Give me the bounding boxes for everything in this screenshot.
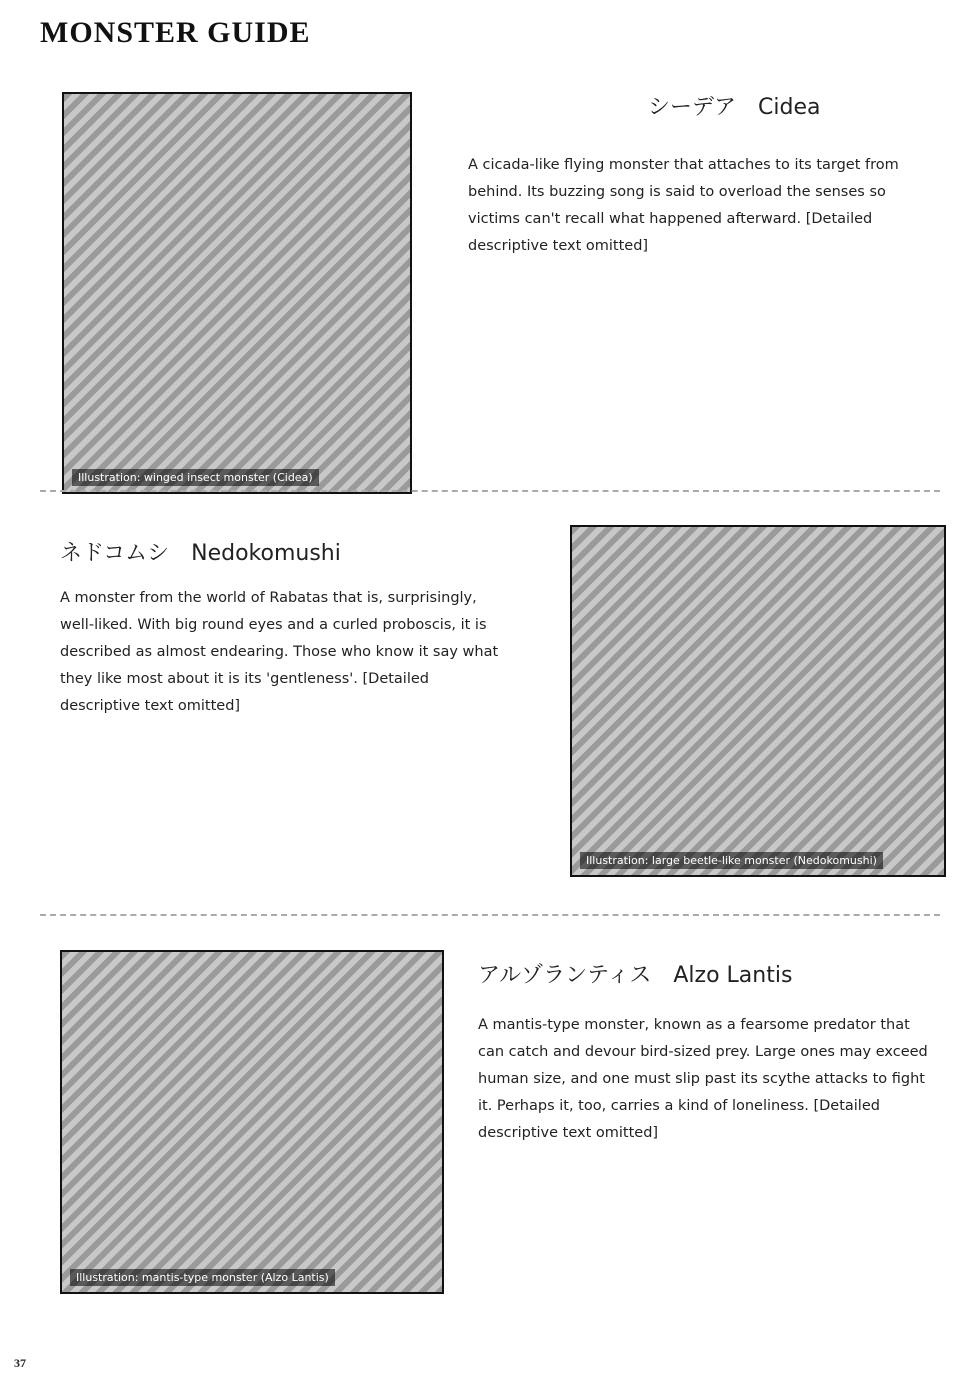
entry-illustration-nedokomushi: Illustration: large beetle-like monster (Nedokomushi) bbox=[570, 525, 946, 877]
entry-title-nedokomushi: ネドコムシ Nedokomushi bbox=[60, 541, 341, 566]
section-divider bbox=[40, 490, 940, 492]
entry-body-nedokomushi: A monster from the world of Rabatas that is, surprisingly, well-liked. With big round eyes and a curled proboscis, it is described as almost endearing. Those who know it say what they like most about it is its 'gentleness'. [Detailed descriptive text omitted] bbox=[60, 590, 499, 714]
page-number: 37 bbox=[14, 1356, 26, 1370]
entry-title-cidea: シーデア Cidea bbox=[648, 95, 821, 120]
entry-illustration-alzo-lantis: Illustration: mantis-type monster (Alzo Lantis) bbox=[60, 950, 444, 1294]
entry-title-alzo-lantis: アルゾランティス Alzo Lantis bbox=[478, 963, 793, 988]
entry-body-cidea: A cicada-like flying monster that attaches to its target from behind. Its buzzing song is said to overload the senses so victims can't recall what happened afterward. [Detailed descriptive text omitted] bbox=[468, 157, 899, 254]
entry-illustration-cidea: Illustration: winged insect monster (Cidea) bbox=[62, 92, 412, 494]
section-divider bbox=[40, 914, 940, 916]
guide-title: MONSTER GUIDE bbox=[40, 16, 311, 49]
entry-body-alzo-lantis: A mantis-type monster, known as a fearsome predator that can catch and devour bird-sized prey. Large ones may exceed human size, and one must slip past its scythe attacks to fight it. Perhaps it, too, carries a kind of loneliness. [Detailed descriptive text omitted] bbox=[478, 1017, 928, 1141]
